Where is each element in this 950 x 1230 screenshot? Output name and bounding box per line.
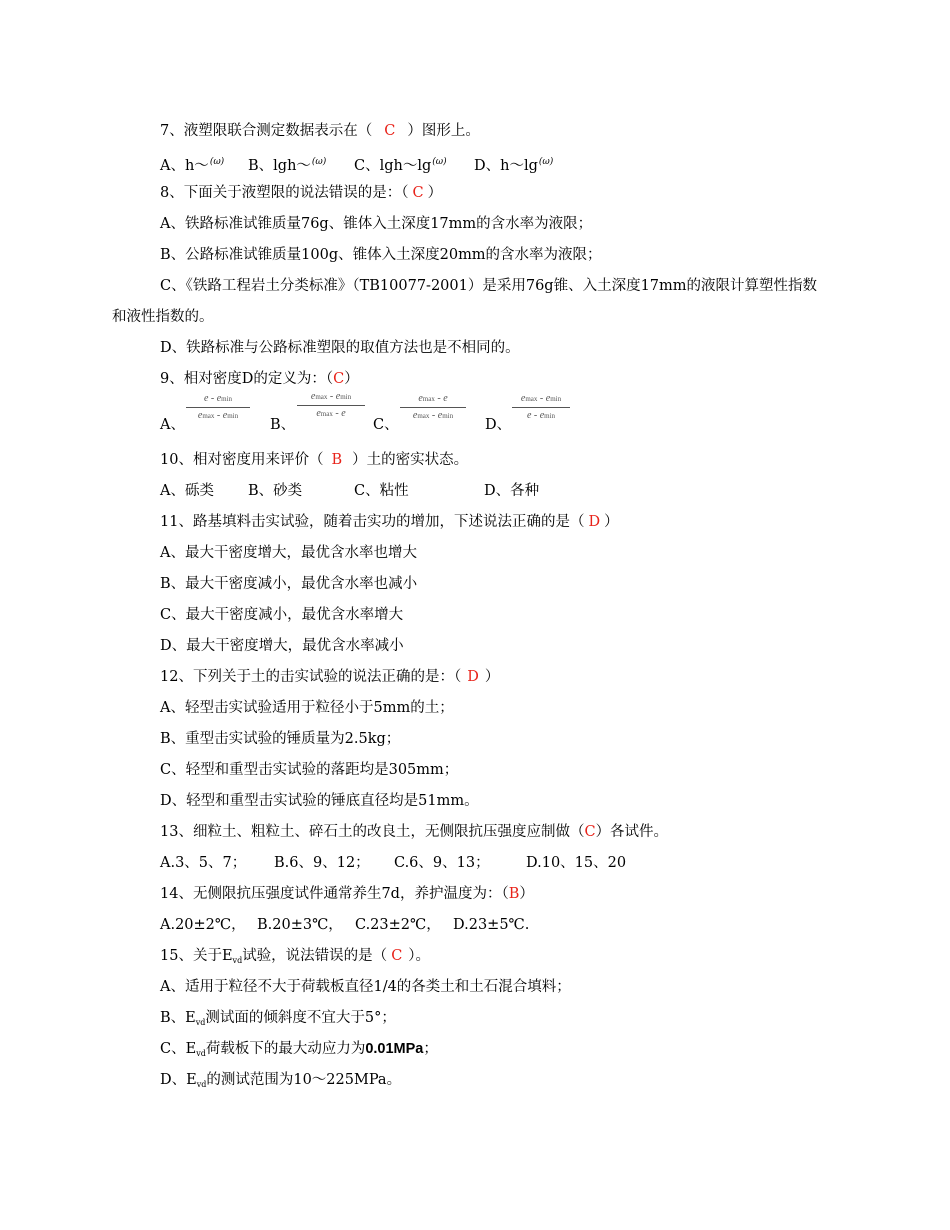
q9-label-a: A、 <box>160 417 185 433</box>
q10-options <box>160 481 539 501</box>
q12-option-b: B、重型击实试验的锤质量为2.5kg； <box>160 731 401 747</box>
q11-option-b: B、最大干密度减小，最优含水率也减小 <box>160 576 418 592</box>
q8-answer: C <box>412 185 424 201</box>
q13-option-d: D.10、15、20 <box>526 855 627 871</box>
q9-label-c: C、 <box>373 417 399 433</box>
q14-option-b: B.20±3℃， <box>257 917 343 933</box>
q11-answer: D <box>588 514 601 530</box>
q15-option-c: C、$E_{vd}$荷载板下的最大动应力为0.01MPa； <box>160 1041 438 1058</box>
q12-option-c: C、轻型和重型击实试验的落距均是305mm； <box>160 762 459 778</box>
q14-answer: B <box>508 886 520 902</box>
q10-option-b: B、砂类 <box>248 483 303 499</box>
q7-option-a: A、h～$^{(\omega)}$ <box>160 157 225 174</box>
q15-option-d: D、$E_{vd}$的测试范围为10～225MPa。 <box>160 1072 402 1089</box>
q15-option-a: A、适用于粒径不大于荷载板直径1/4的各类土和土石混合填料； <box>160 979 571 995</box>
q7-options <box>160 152 553 176</box>
q9-formula-c: emax - e emax - emin <box>400 392 466 423</box>
q13-options <box>160 853 626 873</box>
q9-label-b: B、 <box>270 417 296 433</box>
q15-option-b: B、$E_{vd}$测试面的倾斜度不宜大于5°； <box>160 1010 396 1027</box>
q9-formula-b: emax - emin emax - e <box>297 390 365 421</box>
q8-option-b: B、公路标准试锥质量100g、锥体入土深度20mm的含水率为液限； <box>160 247 602 263</box>
q11-option-a: A、最大干密度增大，最优含水率也增大 <box>160 545 417 561</box>
q11-option-d: D、最大干密度增大，最优含水率减小 <box>160 638 404 654</box>
q10-stem: 10、相对密度用来评价（ B ）土的密实状态。 <box>160 452 469 468</box>
q9-label-d: D、 <box>485 417 512 433</box>
q8-stem: 8、下面关于液塑限的说法错误的是：（ C ） <box>160 185 443 201</box>
q11-option-c: C、最大干密度减小，最优含水率增大 <box>160 607 404 623</box>
q15-answer: C <box>391 948 403 964</box>
q9-formula-d: emax - emin e - emin <box>512 392 570 423</box>
q9-formula-a: e - emin emax - emin <box>186 392 250 423</box>
q10-option-a: A、砾类 <box>160 483 214 499</box>
q8-option-d: D、铁路标准与公路标准塑限的取值方法也是不相同的。 <box>160 340 520 356</box>
q8-option-c-continued: 和液性指数的。 <box>112 309 214 325</box>
q7-stem <box>160 121 480 141</box>
q7-option-b: B、lgh～$^{(\omega)}$ <box>248 157 327 174</box>
q13-option-b: B.6、9、12； <box>274 855 370 871</box>
q14-option-c: C.23±2℃， <box>355 917 441 933</box>
q12-option-d: D、轻型和重型击实试验的锤底直径均是51mm。 <box>160 793 479 809</box>
q7-option-d: D、$h\sim\lg^{(\omega)}$ <box>474 157 554 174</box>
q13-stem: 13、细粒土、粗粒土、碎石土的改良土，无侧限抗压强度应制做（C）各试件。 <box>160 824 669 840</box>
q14-option-a: A.20±2℃， <box>160 917 246 933</box>
q10-option-d: D、各种 <box>484 483 540 499</box>
q7-stem-end: ）图形上。 <box>407 123 480 139</box>
q10-answer: B <box>331 452 343 468</box>
q7-option-c: C、$\lg h\sim\lg^{(\omega)}$ <box>354 157 447 174</box>
q13-option-a: A.3、5、7； <box>160 855 247 871</box>
q13-option-c: C.6、9、13； <box>394 855 490 871</box>
q14-options <box>160 915 529 935</box>
q12-option-a: A、轻型击实试验适用于粒径小于5mm的土； <box>160 700 454 716</box>
q11-stem: 11、路基填料击实试验，随着击实功的增加，下述说法正确的是（ D ） <box>160 514 619 530</box>
q9-stem: 9、相对密度D的定义为：（C） <box>160 371 359 387</box>
q7-stem-text: 7、液塑限联合测定数据表示在（ <box>160 123 373 139</box>
q14-stem: 14、无侧限抗压强度试件通常养生7d，养护温度为：（B） <box>160 886 534 902</box>
q9-answer: C <box>333 371 345 387</box>
q12-stem: 12、下列关于土的击实试验的说法正确的是：（ D ） <box>160 669 500 685</box>
q7-answer: C <box>384 123 396 139</box>
q12-answer: D <box>467 669 479 685</box>
q13-answer: C <box>584 824 596 840</box>
q8-option-a: A、铁路标准试锥质量76g、锥体入土深度17mm的含水率为液限； <box>160 216 593 232</box>
q10-option-c: C、粘性 <box>354 483 409 499</box>
q8-option-c: C、《铁路工程岩土分类标准》（TB10077-2001）是采用76g锥、入土深度17mm的液限计算塑性指数 <box>160 278 818 294</box>
q14-option-d: D.23±5℃. <box>453 917 530 933</box>
q15-stem: 15、关于$E_{vd}$试验，说法错误的是（ C ）。 <box>160 948 431 965</box>
